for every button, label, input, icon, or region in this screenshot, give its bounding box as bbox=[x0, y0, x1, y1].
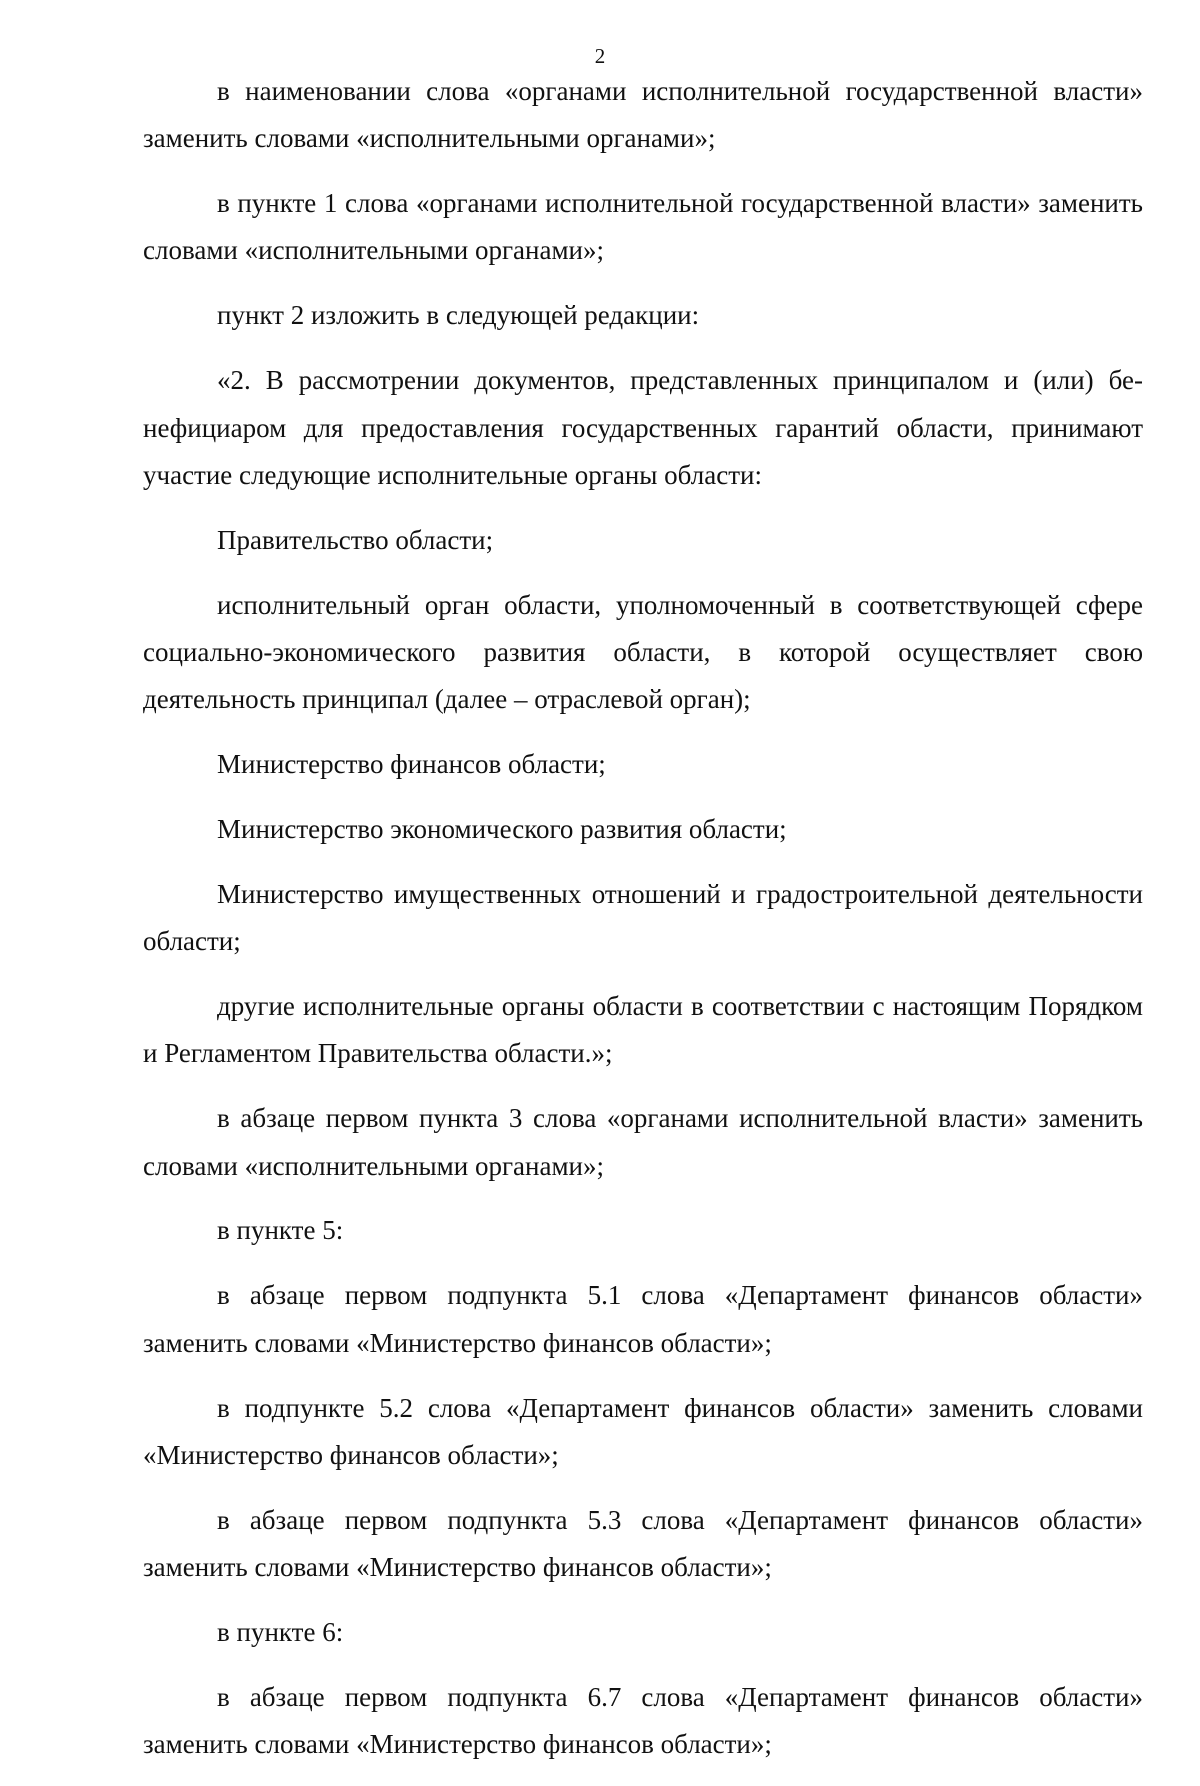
paragraph: в подпункте 5.2 слова «Департамент финансов области» заменить словами «Министерство финансов области»; bbox=[143, 1392, 1143, 1470]
paragraph: в абзаце первом пункта 3 слова «органами исполнительной власти» заменить словами «исполнительными органами»; bbox=[143, 1103, 1143, 1181]
paragraph: «2. В рассмотрении документов, представленных принципалом и (или) бенефициаром для предоставления государственных гарантий области, принимают участие следующие исполнительные органы области: bbox=[143, 365, 1143, 490]
paragraph: в наименовании слова «органами исполнительной государственной власти» заменить словами «исполнительными органами»; bbox=[143, 76, 1143, 154]
paragraph: в пункте 6: bbox=[217, 1616, 344, 1647]
paragraph: другие исполнительные органы области в соответствии с настоящим Порядком и Регламентом Правительства области.»; bbox=[143, 991, 1143, 1069]
paragraph: исполнительный орган области, уполномоченный в соответствующей сфере социально-экономического развития области, в которой осуществляет свою деятельность принципал (далее – отраслевой орган); bbox=[143, 589, 1143, 715]
page-number: 2 bbox=[594, 44, 606, 68]
paragraph: в абзаце первом подпункта 5.3 слова «Департамент финансов области» заменить словами «Министерство финансов области»; bbox=[143, 1504, 1143, 1583]
paragraph: Министерство финансов области; bbox=[217, 749, 606, 780]
paragraph: Министерство имущественных отношений и градостроительной деятельности области; bbox=[143, 878, 1143, 957]
paragraph: в пункте 1 слова «органами исполнительной государственной власти» заменить словами «исполнительными органами»; bbox=[143, 188, 1143, 266]
paragraph: в пункте 5: bbox=[217, 1215, 344, 1246]
paragraph: пункт 2 изложить в следующей редакции: bbox=[217, 300, 700, 331]
paragraph: Правительство области; bbox=[217, 524, 494, 555]
document-body bbox=[143, 68, 1143, 1786]
paragraph: Министерство экономического развития области; bbox=[217, 814, 787, 845]
paragraph: в абзаце первом подпункта 6.7 слова «Департамент финансов области» заменить словами «Министерство финансов области»; bbox=[143, 1681, 1143, 1760]
paragraph: в абзаце первом подпункта 5.1 слова «Департамент финансов области» заменить словами «Министерство финансов области»; bbox=[143, 1280, 1143, 1358]
